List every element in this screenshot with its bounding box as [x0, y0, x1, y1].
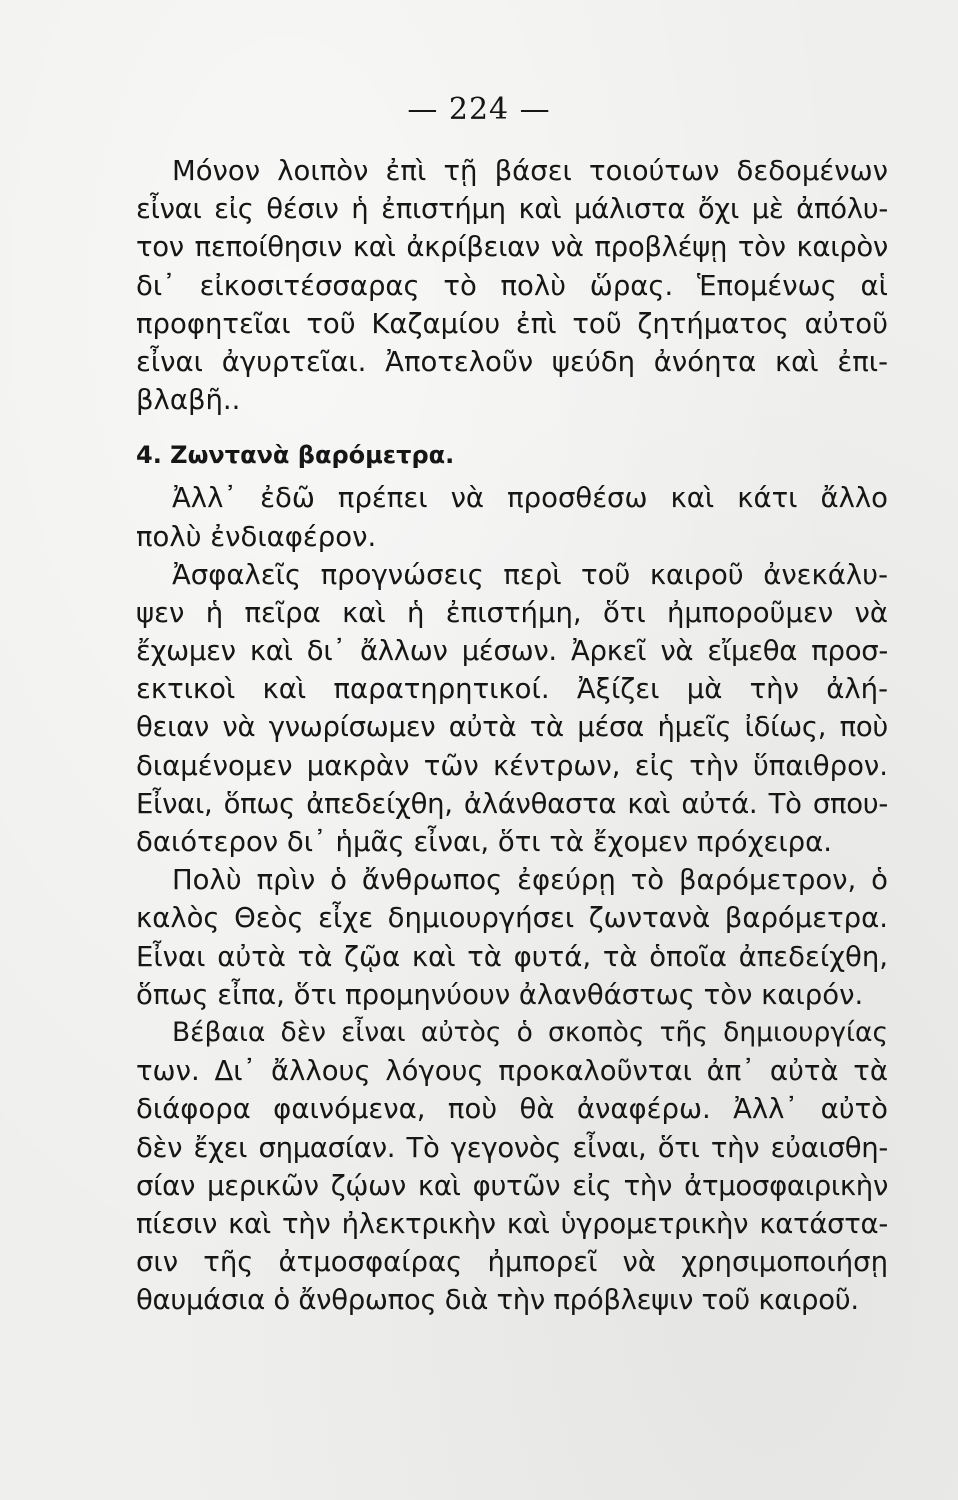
text-line: δὲν ἔχει σημασίαν. Τὸ γεγονὸς εἶναι, ὅτι τὴν εὐαισθη-	[136, 1131, 888, 1164]
text-line: των. Δι᾽ ἄλλους λόγους προκαλοῦνται ἀπ᾽ αὐτὰ τὰ	[136, 1055, 888, 1088]
text-line: πίεσιν καὶ τὴν ἠλεκτρικὴν καὶ ὑγρομετρικὴν κατάστα-	[136, 1207, 888, 1240]
text-line: Βέβαια δὲν εἶναι αὐτὸς ὁ σκοπὸς τῆς δημιουργίας	[172, 1016, 888, 1048]
text-line: ἔχωμεν καὶ δι᾽ ἄλλων μέσων. Ἀρκεῖ νὰ εἴμεθα προσ-	[136, 635, 888, 668]
text-line: προφητεῖαι τοῦ Καζαμίου ἐπὶ τοῦ ζητήματος αὐτοῦ	[136, 307, 888, 340]
text-line: Εἶναι αὐτὰ τὰ ζῷα καὶ τὰ φυτά, τὰ ὁποῖα ἀπεδείχθη,	[136, 940, 888, 973]
text-line: ψεν ἡ πεῖρα καὶ ἡ ἐπιστήμη, ὅτι ἠμποροῦμεν νὰ	[136, 596, 888, 629]
paragraph-5	[136, 1014, 888, 1320]
text-line: Ἀλλ᾽ ἐδῶ πρέπει νὰ προσθέσω καὶ κάτι ἄλλο	[172, 482, 888, 515]
text-line: πολὺ ἐνδιαφέρον.	[136, 520, 377, 553]
page-number: — 224 —	[407, 92, 551, 127]
text-line: εἶναι εἰς θέσιν ἡ ἐπιστήμη καὶ μάλιστα ὄχι μὲ ἀπόλυ-	[136, 193, 888, 226]
text-line: δαιότερον δι᾽ ἡμᾶς εἶναι, ὅτι τὰ ἔχομεν πρόχειρα.	[136, 826, 832, 858]
text-line: Πολὺ πρὶν ὁ ἄνθρωπος ἐφεύρῃ τὸ βαρόμετρον, ὁ	[172, 864, 888, 897]
text-line: ὅπως εἶπα, ὅτι προμηνύουν ἀλανθάστως τὸν καιρόν.	[136, 978, 864, 1011]
text-line: τον πεποίθησιν καὶ ἀκρίβειαν νὰ προβλέψῃ τὸν καιρὸν	[136, 231, 888, 264]
text-line: διάφορα φαινόμενα, ποὺ θὰ ἀναφέρω. Ἀλλ᾽ αὐτὸ	[136, 1093, 888, 1126]
text-line: θαυμάσια ὁ ἄνθρωπος διὰ τὴν πρόβλεψιν τοῦ καιροῦ.	[136, 1284, 859, 1317]
text-line: καλὸς Θεὸς εἶχε δημιουργήσει ζωντανὰ βαρόμετρα.	[136, 902, 888, 935]
text-line: σιν τῆς ἀτμοσφαίρας ἠμπορεῖ νὰ χρησιμοποιήσῃ	[136, 1246, 888, 1279]
text-line: θειαν νὰ γνωρίσωμεν αὐτὰ τὰ μέσα ἡμεῖς ἰδίως, ποὺ	[136, 711, 888, 744]
paragraph-2	[136, 479, 888, 555]
paragraph-4	[136, 861, 888, 1014]
paragraph-3	[136, 556, 888, 862]
section-heading: 4. Ζωντανὰ βαρόμετρα.	[136, 441, 455, 470]
text-line: σίαν μερικῶν ζῴων καὶ φυτῶν εἰς τὴν ἀτμοσφαιρικὴν	[136, 1169, 888, 1202]
paragraph-1	[136, 152, 888, 419]
text-line: βλαβῆ..	[136, 384, 241, 417]
text-line: δι᾽ εἰκοσιτέσσαρας τὸ πολὺ ὥρας. Ἑπομένως αἱ	[136, 269, 888, 302]
text-line: Μόνον λοιπὸν ἐπὶ τῇ βάσει τοιούτων δεδομένων	[172, 155, 888, 187]
text-line: εἶναι ἀγυρτεῖαι. Ἀποτελοῦν ψεύδη ἀνόητα καὶ ἐπι-	[136, 345, 888, 378]
text-line: διαμένομεν μακρὰν τῶν κέντρων, εἰς τὴν ὕπαιθρον.	[136, 749, 888, 782]
text-line: Ἀσφαλεῖς προγνώσεις περὶ τοῦ καιροῦ ἀνεκάλυ-	[172, 558, 888, 591]
text-line: Εἶναι, ὅπως ἀπεδείχθη, ἀλάνθαστα καὶ αὐτά. Τὸ σπου-	[136, 787, 888, 820]
body-text	[136, 152, 888, 1319]
text-line: εκτικοὶ καὶ παρατηρητικοί. Ἀξίζει μὰ τὴν ἀλή-	[136, 673, 888, 706]
